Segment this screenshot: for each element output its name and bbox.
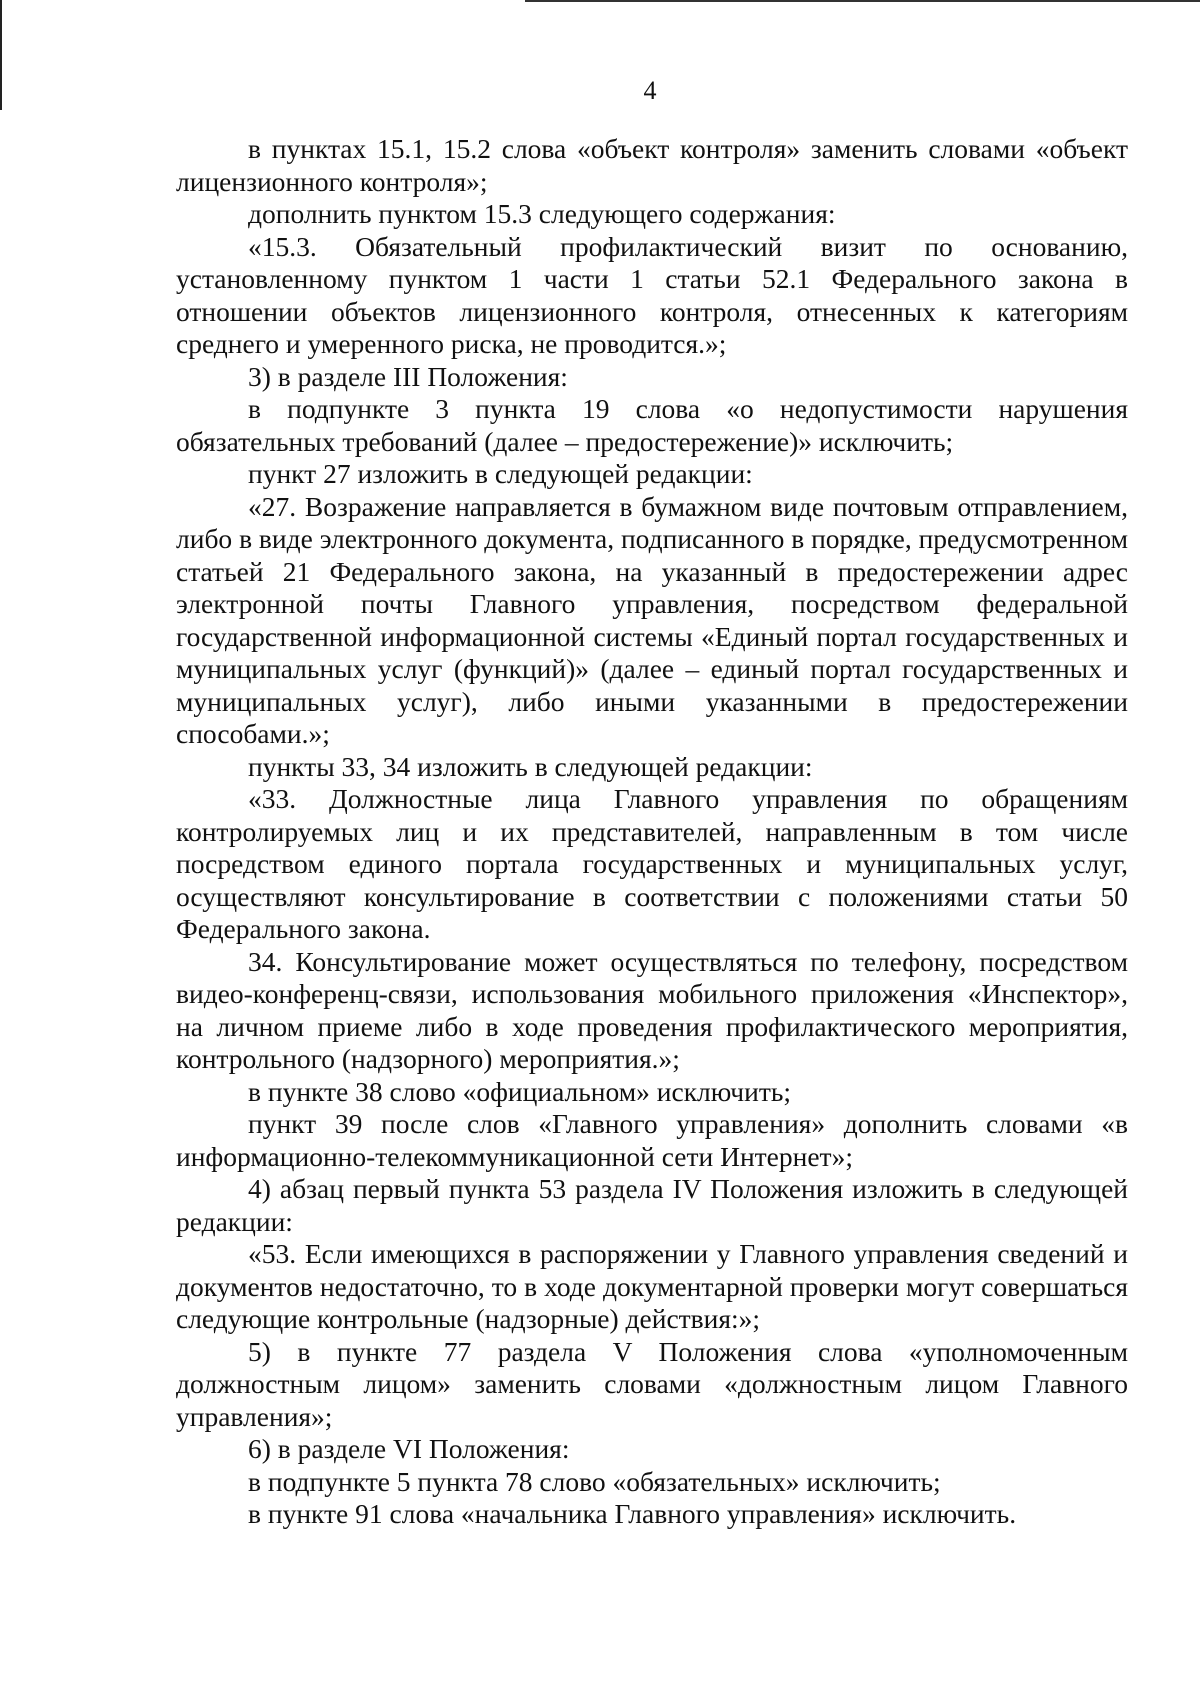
paragraph-12: пункт 39 после слов «Главного управления» дополнить словами «в информационно-телекоммуникационной сети Интернет»; bbox=[176, 1108, 1128, 1172]
paragraph-18: в пункте 91 слова «начальника Главного управления» исключить. bbox=[248, 1498, 1017, 1529]
paragraph-15: 5) в пункте 77 раздела V Положения слова «уполномоченным должностным лицом» заменить словами «должностным лицом Главного управления»; bbox=[176, 1335, 1128, 1432]
paragraph-6: пункт 27 изложить в следующей редакции: bbox=[248, 458, 753, 489]
paragraph-14: «53. Если имеющихся в распоряжении у Главного управления сведений и документов недостаточно, то в ходе документарной проверки могут совершаться следующие контрольные (надзорные) действия:»; bbox=[176, 1238, 1128, 1334]
paragraph-3: «15.3. Обязательный профилактический визит по основанию, установленному пунктом 1 части 1 статьи 52.1 Федерального закона в отношении объектов лицензионного контроля, отнесенных к категориям среднего и умеренного риска, не проводится.»; bbox=[176, 230, 1128, 359]
paragraph-13: 4) абзац первый пункта 53 раздела IV Положения изложить в следующей редакции: bbox=[176, 1173, 1128, 1237]
paragraph-5: в подпункте 3 пункта 19 слова «о недопустимости нарушения обязательных требований (далее – предостережение)» исключить; bbox=[176, 393, 1128, 457]
page-number: 4 bbox=[643, 76, 657, 105]
paragraph-9: «33. Должностные лица Главного управления по обращениям контролируемых лиц и их представителей, направленным в том числе посредством единого портала государственных и муниципальных услуг, осуществляют консультирование в соответствии с положениями статьи 50 Федерального закона. bbox=[176, 783, 1128, 944]
paragraph-2: дополнить пунктом 15.3 следующего содержания: bbox=[248, 198, 836, 229]
paragraph-1: в пунктах 15.1, 15.2 слова «объект контроля» заменить словами «объект лицензионного контроля»; bbox=[176, 133, 1128, 197]
paragraph-17: в подпункте 5 пункта 78 слово «обязательных» исключить; bbox=[248, 1465, 941, 1497]
paragraph-4: 3) в разделе III Положения: bbox=[248, 360, 568, 392]
paragraph-10: 34. Консультирование может осуществляться по телефону, посредством видео-конференц-связи, использования мобильного приложения «Инспектор», на личном приеме либо в ходе проведения профилактического мероприятия, контрольного (надзорного) мероприятия.»; bbox=[176, 945, 1128, 1074]
paragraph-8: пункты 33, 34 изложить в следующей редакции: bbox=[248, 750, 813, 782]
paragraph-16: 6) в разделе VI Положения: bbox=[248, 1433, 570, 1464]
document-body bbox=[176, 133, 1128, 1531]
paragraph-11: в пункте 38 слово «официальном» исключить; bbox=[248, 1075, 792, 1107]
scan-edge-top bbox=[525, 0, 1200, 2]
paragraph-7: «27. Возражение направляется в бумажном виде почтовым отправлением, либо в виде электронного документа, подписанного в порядке, предусмотренном статьей 21 Федерального закона, на указанный в предостережении адрес электронной почты Главного управления, посредством федеральной государственной информационной системы «Единый портал государственных и муниципальных услуг (функций)» (далее – единый портал государственных и муниципальных услуг), либо иными указанными в предостережении способами.»; bbox=[176, 490, 1128, 749]
